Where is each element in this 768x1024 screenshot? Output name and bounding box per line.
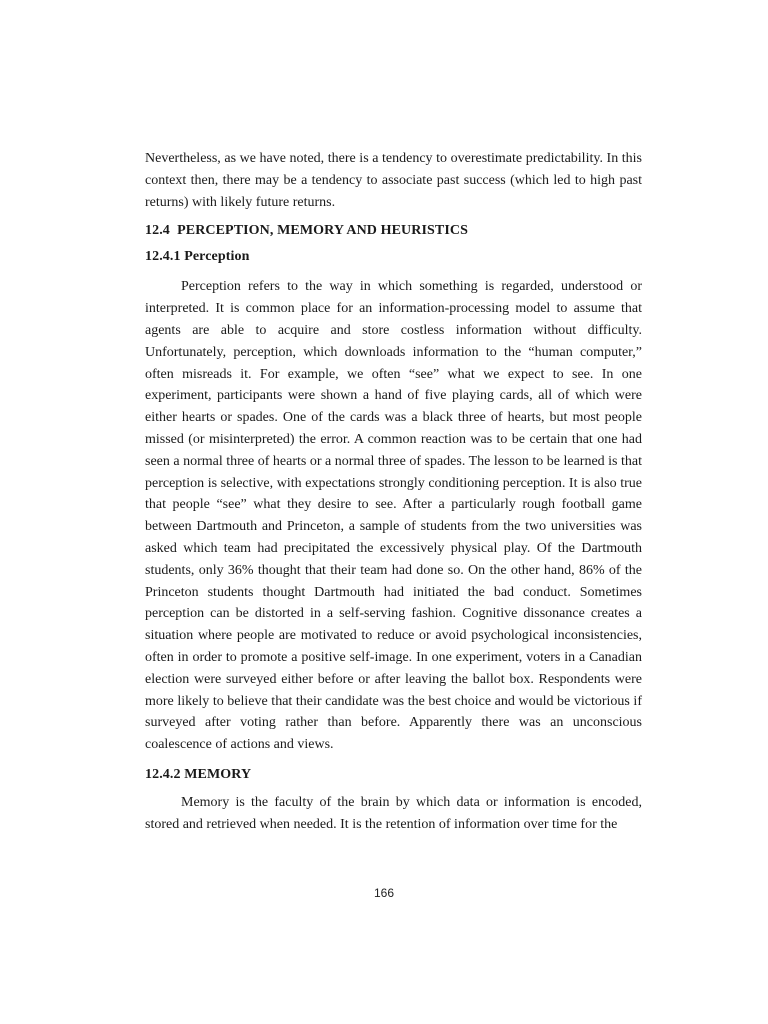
page-number: 166	[373, 886, 395, 900]
subsection-heading-memory: 12.4.2 MEMORY	[145, 766, 252, 782]
document-page	[145, 148, 642, 836]
perception-paragraph: Perception refers to the way in which something is regarded, understood or interpreted. It is common place for an information-processing model to assume that agents are able to acquire and store costless information without difficulty. Unfortunately, perception, which downloads information to the “human computer,” often misreads it. For example, we often “see” what we expect to see. In one experiment, participants were shown a hand of five playing cards, all of which were either hearts or spades. One of the cards was a black three of hearts, but most people missed (or misinterpreted) the error. A common reaction was to be certain that one had seen a normal three of hearts or a normal three of spades. The lesson to be learned is that perception is selective, with expectations strongly conditioning perception. It is also true that people “see” what they desire to see. After a particularly rough football game between Dartmouth and Princeton, a sample of students from the two universities was asked which team had precipitated the excessively physical play. Of the Dartmouth students, only 36% thought that their team had done so. On the other hand, 86% of the Princeton students thought Dartmouth had initiated the bad conduct. Sometimes perception can be distorted in a self-serving fashion. Cognitive dissonance creates a situation where people are motivated to reduce or avoid psychological inconsistencies, often in order to promote a positive self-image. In one experiment, voters in a Canadian election were surveyed either before or after leaving the ballot box. Respondents were more likely to believe that their candidate was the best choice and would be victorious if surveyed after voting rather than before. Apparently there was an unconscious coalescence of actions and views.	[145, 279, 642, 753]
section-heading-12-4: 12.4 PERCEPTION, MEMORY AND HEURISTICS	[145, 223, 468, 239]
intro-paragraph: Nevertheless, as we have noted, there is a tendency to overestimate predictability. In this context then, there may be a tendency to associate past success (which led to high past returns) with likely future returns.	[145, 151, 642, 210]
subsection-heading-perception: 12.4.1 Perception	[145, 249, 250, 265]
memory-paragraph: Memory is the faculty of the brain by which data or information is encoded, stored and retrieved when needed. It is the retention of information over time for the	[145, 794, 642, 832]
